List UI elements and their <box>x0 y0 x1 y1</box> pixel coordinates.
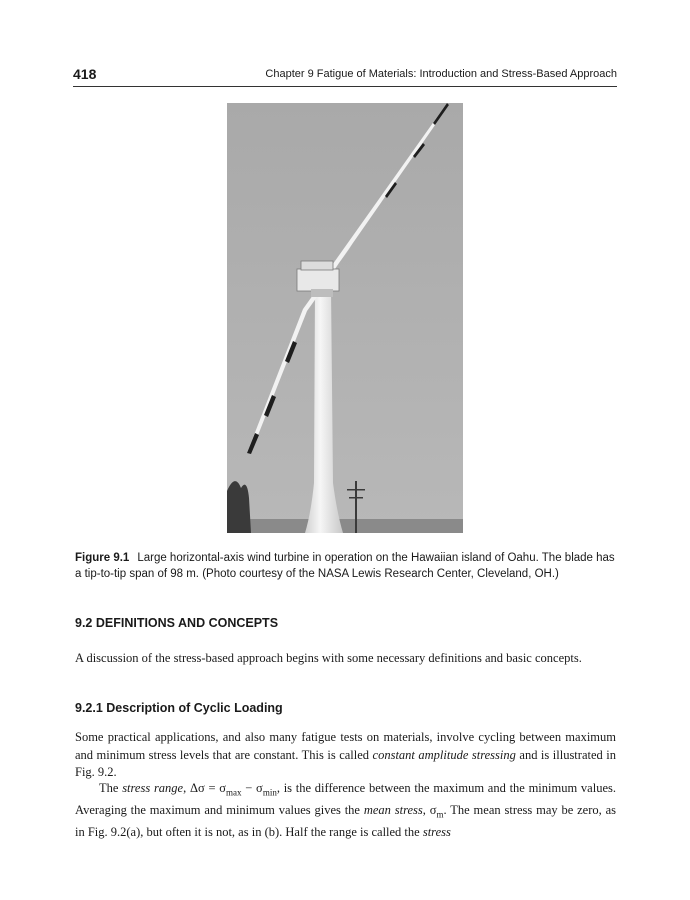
figure-label: Figure 9.1 <box>75 552 130 564</box>
term-stress-range: stress range <box>122 781 184 795</box>
sub-max: max <box>226 787 242 798</box>
p2-text-a: Some practical applications, and also many fatigue tests on materials, involve cycling between maximum and minimum stress levels that are constant. This is called <box>75 730 616 762</box>
eq-mid: − σ <box>241 781 263 795</box>
section-heading: 9.2 DEFINITIONS AND CONCEPTS <box>75 616 279 630</box>
p3-text-a: The <box>99 781 123 795</box>
sub-m: m <box>436 809 444 820</box>
paragraph-constant-amplitude <box>75 729 616 782</box>
figure-caption-text: Large horizontal-axis wind turbine in operation on the Hawaiian island of Oahu. The blade has a tip-to-tip span of 98 m. (Photo courtesy of the NASA Lewis Research Center, Cleveland, OH.) <box>75 552 615 580</box>
subsection-heading: 9.2.1 Description of Cyclic Loading <box>75 701 283 715</box>
running-head: Chapter 9 Fatigue of Materials: Introduction and Stress-Based Approach <box>265 68 617 80</box>
term-mean-stress: mean stress <box>363 803 423 817</box>
figure-caption <box>75 550 620 582</box>
header-rule <box>73 86 617 87</box>
paragraph-stress-range <box>75 780 616 842</box>
eq-lead: , Δσ = σ <box>183 781 227 795</box>
wind-turbine-photo <box>227 103 463 533</box>
p3-text-c: . The mean stress may be zero, as in Fig. 9.2(a), but often it is not, as in (b). Half the range is called the <box>75 803 617 839</box>
sub-min: min <box>262 787 277 798</box>
term-stress: stress <box>422 825 451 839</box>
term-constant-amplitude: constant amplitude stressing <box>372 747 516 762</box>
page-number: 418 <box>73 66 97 82</box>
p3-text-b: , is the difference between the maximum and the minimum values. Averaging the maximum and minimum values gives the <box>75 781 616 817</box>
intro-paragraph: A discussion of the stress-based approach begins with some necessary definitions and basic concepts. <box>75 651 582 665</box>
mean-sigma: , σ <box>422 803 437 817</box>
p2-text-b: and is illustrated in Fig. 9.2. <box>75 747 616 779</box>
